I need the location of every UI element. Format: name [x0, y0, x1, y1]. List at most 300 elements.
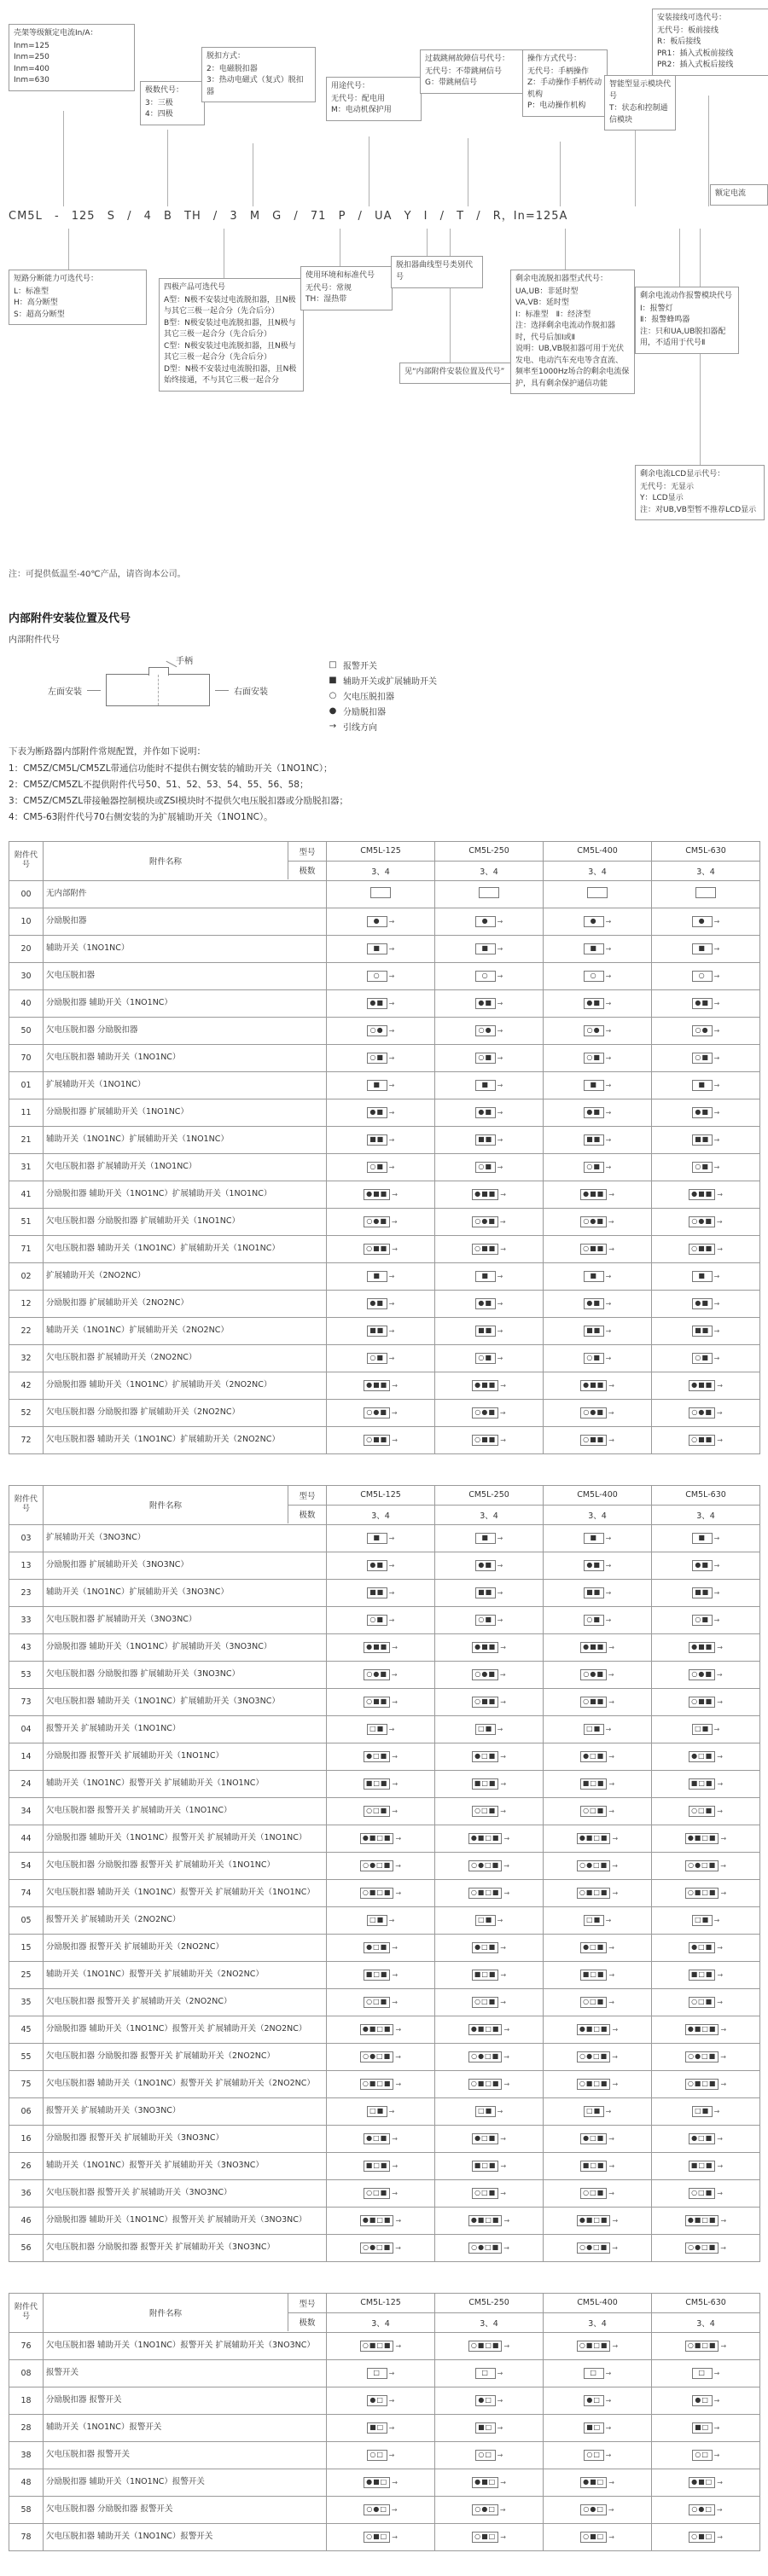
accessory-position-cell [327, 1879, 435, 1906]
lead-direction-icon: → [392, 1643, 398, 1651]
undervoltage-release-icon: ○ [329, 691, 337, 700]
lead-direction-icon: → [605, 2107, 612, 2115]
accessory-name: 欠电压脱扣器 扩展辅助开关（1NO1NC） [44, 1153, 327, 1181]
table-row [9, 1770, 760, 1797]
accessory-symbols: ■■ [584, 1134, 604, 1146]
table-row [9, 1934, 760, 1961]
accessory-symbols: ○□■ [472, 1997, 498, 2008]
accessory-position-cell [652, 989, 760, 1017]
accessory-name: 无内部附件 [44, 880, 327, 908]
accessory-position-cell [544, 2469, 652, 2496]
accessory-code: 52 [9, 1399, 44, 1426]
lead-direction-icon: → [497, 1135, 503, 1144]
table-row [9, 2207, 760, 2234]
lead-direction-icon: → [503, 2243, 509, 2252]
internal-accessory-section [0, 609, 768, 826]
accessory-symbols: ○●□■ [468, 2242, 502, 2254]
accessory-symbols [479, 887, 499, 898]
accessory-position-cell [435, 2097, 544, 2125]
accessory-symbols: ■□■ [580, 2161, 608, 2172]
accessory-position-cell [652, 962, 760, 989]
position-diagram [587, 887, 608, 898]
accessory-symbols: ○□■ [689, 2188, 715, 2199]
accessory-legend [328, 653, 437, 733]
accessory-symbols: ●■ [367, 998, 387, 1009]
position-diagram [580, 1806, 614, 1817]
table-row [9, 1988, 760, 2016]
accessory-symbols: ■□■ [580, 1778, 608, 1790]
accessory-position-cell [652, 1988, 760, 2016]
lead-direction-icon: → [497, 1725, 503, 1733]
lead-direction-icon: → [503, 2025, 510, 2034]
lead-direction-icon: → [717, 1190, 723, 1198]
position-diagram [364, 2133, 398, 2144]
accessory-position-cell [544, 880, 652, 908]
position-diagram [475, 2106, 503, 2117]
accessory-symbols: ●■□■ [685, 2215, 719, 2226]
position-diagram [689, 1380, 723, 1391]
box-line: P：电动操作机构 [527, 102, 586, 110]
accessory-symbols: ○■□■ [685, 1888, 719, 1899]
position-diagram [580, 1380, 614, 1391]
accessory-position-cell [327, 2016, 435, 2043]
lead-direction-icon: → [716, 1670, 723, 1679]
table-header-pole-values: 3、4 [327, 1505, 435, 1524]
accessory-code: 43 [9, 1633, 44, 1661]
position-diagram [685, 2215, 726, 2226]
accessory-symbols: ●■■ [472, 1380, 498, 1391]
accessory-position-cell [327, 1524, 435, 1552]
position-diagram [577, 2341, 618, 2352]
table-header-model: CM5L-125 [327, 841, 435, 861]
accessory-symbols: ○● [475, 1025, 496, 1036]
accessory-symbols: ●■■ [472, 1642, 498, 1653]
accessory-position-cell [435, 962, 544, 989]
accessory-position-cell [327, 1290, 435, 1317]
lead-direction-icon: → [717, 1752, 723, 1761]
sub-label: 内部附件代号 [9, 635, 60, 645]
accessory-symbols: ○■ [584, 1615, 604, 1626]
accessory-position-cell [327, 1262, 435, 1290]
lead-direction-icon: → [391, 2505, 398, 2514]
accessory-position-cell [435, 2496, 544, 2523]
accessory-symbols: ■ [367, 1080, 387, 1091]
position-diagram [584, 1134, 612, 1146]
aux-switch-icon: ■ [329, 676, 337, 685]
accessory-position-cell [544, 1017, 652, 1044]
position-diagram [475, 943, 503, 954]
position-diagram [367, 1271, 395, 1282]
accessory-position-cell [435, 1606, 544, 1633]
accessory-symbols: ○□ [367, 2450, 387, 2461]
accessory-position-cell [544, 1988, 652, 2016]
position-diagram [367, 1533, 395, 1544]
accessory-position-cell [435, 2152, 544, 2179]
position-diagram [689, 1751, 723, 1762]
accessory-symbols: ■ [692, 1271, 713, 1282]
accessory-symbols: ○ [367, 971, 387, 982]
accessory-position-cell [652, 1044, 760, 1071]
accessory-symbols: ○□ [692, 2450, 713, 2461]
accessory-position-cell [327, 1906, 435, 1934]
lead-direction-icon: → [392, 1190, 398, 1198]
lead-direction-icon: → [713, 1108, 720, 1117]
accessory-symbols: ○■□ [689, 2532, 715, 2543]
box-title: 安装接线可选代号： [657, 14, 727, 22]
accessory-symbols: ●■ [475, 1560, 496, 1571]
right-mount-label: 右面安装 [234, 687, 268, 697]
table-row [9, 1399, 760, 1426]
lead-direction-icon: → [497, 1326, 503, 1335]
lead-direction-icon: → [608, 1752, 614, 1761]
accessory-code: 71 [9, 1235, 44, 1262]
accessory-name: 欠电压脱扣器 分励脱扣器 扩展辅助开关（1NO1NC） [44, 1208, 327, 1235]
lead-direction-icon: → [392, 1779, 399, 1788]
position-diagram [472, 2532, 506, 2543]
accessory-symbols: ●■□■ [468, 2215, 503, 2226]
position-diagram [367, 1326, 395, 1337]
breaker-outline [106, 674, 210, 706]
accessory-position-cell [652, 1825, 760, 1852]
lead-direction-icon: → [392, 1697, 398, 1706]
accessory-symbols: ○●□■ [577, 2242, 610, 2254]
right-leader-line [215, 690, 229, 691]
lead-direction-icon: → [713, 1163, 720, 1171]
accessory-name: 扩展辅助开关（3NO3NC） [44, 1524, 327, 1552]
accessory-symbols: ●□ [475, 2395, 496, 2406]
lead-direction-icon: → [713, 972, 720, 980]
position-diagram [580, 1669, 614, 1680]
lead-direction-icon: → [497, 1561, 503, 1569]
accessory-position-cell [327, 1661, 435, 1688]
accessory-name: 分励脱扣器 [44, 908, 327, 935]
position-diagram [472, 1244, 506, 1255]
table-header-pole-values: 3、4 [544, 1505, 652, 1524]
accessory-name: 分励脱扣器 报警开关 扩展辅助开关（1NO1NC） [44, 1743, 327, 1770]
accessory-name: 辅助开关（1NO1NC） [44, 935, 327, 962]
accessory-name: 欠电压脱扣器 分励脱扣器 报警开关 扩展辅助开关（3NO3NC） [44, 2234, 327, 2261]
box-line: 说明：UB,VB脱扣器可用于光伏发电、电动汽车充电等含直流、频率至1000Hz场合的剩余电流保护，具有剩余保护通信功能 [515, 345, 630, 388]
table-row [9, 2179, 760, 2207]
position-diagram [367, 1587, 395, 1598]
box-line: C型：N极安装过电流脱扣器，且N极与其它三极一起合分（先合后分） [164, 341, 296, 362]
accessory-symbols: ○●□■ [360, 2242, 393, 2254]
model-pole-labels [288, 1486, 326, 1523]
accessory-position-cell [544, 1606, 652, 1633]
position-diagram [472, 1189, 506, 1200]
accessory-symbols: ●□■ [364, 1751, 390, 1762]
position-diagram [577, 2024, 618, 2035]
table-row [9, 1524, 760, 1552]
accessory-symbols: ○ [475, 971, 496, 982]
lead-direction-icon: → [713, 1534, 720, 1542]
left-leader-line [87, 690, 101, 691]
position-diagram [364, 1942, 398, 1953]
accessory-symbols: ○●□■ [685, 2051, 719, 2063]
accessory-name: 分励脱扣器 扩展辅助开关（3NO3NC） [44, 1552, 327, 1579]
accessory-symbols: ■■ [475, 1326, 496, 1337]
accessory-symbols: ●■■ [689, 1380, 715, 1391]
table-header-code: 附件代号 [9, 2293, 44, 2332]
lead-direction-icon: → [497, 1026, 503, 1035]
accessory-position-cell [652, 935, 760, 962]
position-diagram [580, 1697, 614, 1708]
position-diagram [468, 2341, 509, 2352]
accessory-symbols: ●■□■ [360, 2215, 394, 2226]
accessory-position-cell [435, 1988, 544, 2016]
accessory-symbols: ■□■ [472, 1778, 499, 1790]
accessory-position-cell [327, 1153, 435, 1181]
accessory-position-cell [544, 908, 652, 935]
accessory-position-cell [544, 2152, 652, 2179]
accessory-position-cell [544, 1071, 652, 1099]
accessory-symbols: ■■ [692, 1326, 713, 1337]
box-line: S：超高分断型 [14, 310, 65, 319]
accessory-position-cell [435, 1208, 544, 1235]
lead-direction-icon: → [388, 2423, 395, 2432]
code-box-breaking-capacity [9, 270, 147, 325]
accessory-name: 辅助开关（1NO1NC）扩展辅助开关（2NO2NC） [44, 1317, 327, 1344]
lead-direction-icon: → [497, 1163, 503, 1171]
position-diagram [364, 1642, 398, 1653]
position-diagram [360, 1888, 401, 1899]
accessory-symbols: ■ [367, 943, 387, 954]
section-title: 内部附件安装位置及代号 [9, 612, 131, 625]
accessory-position-cell [544, 1372, 652, 1399]
lead-direction-icon: → [608, 1643, 614, 1651]
accessory-symbols: ○■■ [472, 1435, 498, 1446]
accessory-name: 欠电压脱扣器 辅助开关（1NO1NC）报警开关 扩展辅助开关（3NO3NC） [44, 2332, 327, 2359]
accessory-position-cell [544, 1208, 652, 1235]
code-box-wiring [652, 9, 768, 76]
accessory-code: 01 [9, 1071, 44, 1099]
accessory-symbols: ○●□ [472, 2504, 498, 2515]
accessory-position-cell [544, 1524, 652, 1552]
lead-direction-icon: → [388, 1561, 395, 1569]
note-line: 4：CM5-63附件代号70右侧安装的为扩展辅助开关（1NO1NC）。 [9, 811, 273, 822]
accessory-position-cell [544, 2387, 652, 2414]
position-diagram [367, 1353, 395, 1364]
table-header-pole-values: 3、4 [327, 2312, 435, 2332]
position-diagram [364, 1806, 398, 1817]
accessory-symbols: ○■■ [580, 1244, 607, 1255]
table-row [9, 1317, 760, 1344]
lead-direction-icon: → [717, 1643, 723, 1651]
accessory-symbols: ○●□■ [685, 2242, 719, 2254]
accessory-symbols: ■□ [475, 2422, 496, 2434]
lead-direction-icon: → [717, 1970, 724, 1979]
position-diagram [475, 971, 503, 982]
position-diagram [475, 1107, 503, 1118]
accessory-position-cell [544, 1290, 652, 1317]
accessory-position-cell [435, 1688, 544, 1715]
table-row [9, 935, 760, 962]
lead-direction-icon: → [497, 1588, 503, 1597]
table-row [9, 2387, 760, 2414]
position-diagram [475, 1053, 503, 1064]
accessory-symbols: ○□■ [364, 2188, 390, 2199]
lead-direction-icon: → [605, 1561, 612, 1569]
model-rated-current: ，In=125A [501, 210, 568, 223]
lead-direction-icon: → [392, 2532, 398, 2541]
handle-nub [148, 667, 169, 676]
position-diagram [692, 1353, 720, 1364]
lead-direction-icon: → [720, 1888, 727, 1897]
code-box-poles [140, 81, 205, 125]
lead-direction-icon: → [716, 2505, 723, 2514]
lead-direction-icon: → [388, 2396, 395, 2405]
table-header-model: CM5L-630 [652, 2293, 760, 2312]
lead-direction-icon: → [717, 2478, 723, 2486]
accessory-position-cell [435, 1906, 544, 1934]
position-diagram [475, 2422, 503, 2434]
position-diagram [692, 1271, 720, 1282]
note-line: 1：CM5Z/CM5L/CM5ZL带通信功能时不提供右侧安装的辅助开关（1NO1NC）； [9, 763, 333, 774]
accessory-position-cell [652, 2125, 760, 2152]
box-line: A型：N极不安装过电流脱扣器，且N极与其它三极一起合分（先合后分） [164, 295, 296, 316]
accessory-position-cell [544, 1770, 652, 1797]
accessory-position-cell [652, 1688, 760, 1715]
accessory-position-cell [327, 2496, 435, 2523]
table-header-pole-values: 3、4 [435, 861, 544, 880]
position-diagram [584, 998, 612, 1009]
accessory-code: 38 [9, 2441, 44, 2469]
position-diagram [472, 1806, 506, 1817]
position-diagram [584, 1353, 612, 1364]
position-diagram [475, 1025, 503, 1036]
accessory-position-cell [435, 1181, 544, 1208]
position-diagram [584, 1724, 612, 1735]
model-code: CM5L - 125 S / 4 B TH / 3 M G / 71 P / UA Y I / T / R [9, 210, 502, 223]
lead-direction-icon: → [503, 1861, 509, 1870]
accessory-position-cell [435, 908, 544, 935]
table-intro: 下表为断路器内部附件常规配置，并作如下说明： [9, 746, 206, 757]
position-diagram [468, 2079, 509, 2090]
accessory-position-cell [435, 1770, 544, 1797]
box-title: 短路分断能力可选代号： [14, 275, 99, 283]
lead-direction-icon: → [608, 1943, 614, 1952]
code-box-rated-current [710, 184, 768, 206]
accessory-symbols: ■■ [475, 1134, 496, 1146]
lead-direction-icon: → [713, 1026, 720, 1035]
code-box-see-internal [399, 363, 512, 384]
accessory-position-cell [652, 2043, 760, 2070]
accessory-name: 报警开关 扩展辅助开关（2NO2NC） [44, 1906, 327, 1934]
accessory-name: 报警开关 扩展辅助开关（3NO3NC） [44, 2097, 327, 2125]
accessory-position-cell [435, 1825, 544, 1852]
accessory-symbols: ○□■ [472, 1806, 498, 1817]
lead-direction-icon: → [720, 1834, 727, 1842]
accessory-symbols: □ [475, 2368, 496, 2379]
box-line: 无代号：板前接线 [657, 26, 719, 35]
accessory-position-cell [435, 2469, 544, 2496]
accessory-symbols: ○●□■ [360, 2051, 393, 2063]
lead-direction-icon: → [608, 1217, 614, 1226]
accessory-name: 分励脱扣器 报警开关 扩展辅助开关（3NO3NC） [44, 2125, 327, 2152]
accessory-position-cell [435, 2125, 544, 2152]
accessory-symbols: ○■ [584, 1053, 604, 1064]
lead-direction-icon: → [500, 1807, 506, 1815]
accessory-position-cell [435, 1099, 544, 1126]
accessory-position-cell [652, 1934, 760, 1961]
lead-direction-icon: → [500, 1436, 506, 1444]
position-diagram [475, 998, 503, 1009]
accessory-position-cell [652, 2070, 760, 2097]
accessory-position-cell [435, 1633, 544, 1661]
lead-direction-icon: → [395, 2341, 402, 2350]
position-diagram [360, 2341, 401, 2352]
position-diagram [584, 2368, 612, 2379]
accessory-symbols: ●■□ [472, 2477, 498, 2488]
accessory-name: 欠电压脱扣器 分励脱扣器 扩展辅助开关（2NO2NC） [44, 1399, 327, 1426]
accessory-position-cell [652, 1906, 760, 1934]
accessory-position-cell [327, 1606, 435, 1633]
accessory-position-cell [652, 2387, 760, 2414]
lead-direction-icon: → [713, 2423, 720, 2432]
position-diagram [689, 2532, 723, 2543]
connector-line [565, 229, 566, 270]
accessory-symbols: ●■□ [364, 2477, 390, 2488]
position-diagram [364, 2532, 398, 2543]
accessory-symbols: ○●■ [689, 1216, 715, 1227]
accessory-position-cell [652, 2332, 760, 2359]
accessory-position-cell [327, 1426, 435, 1453]
accessory-code: 34 [9, 1797, 44, 1825]
box-line: 3：三极 [145, 98, 173, 107]
pole-row-label: 极数 [299, 1511, 316, 1521]
accessory-code: 53 [9, 1661, 44, 1688]
position-diagram [475, 1915, 503, 1926]
accessory-code: 74 [9, 1879, 44, 1906]
accessory-position-cell [652, 2441, 760, 2469]
accessory-symbols: ●□■ [472, 1751, 498, 1762]
accessory-position-cell [327, 1208, 435, 1235]
position-diagram [364, 1407, 397, 1419]
position-diagram [364, 2188, 398, 2199]
lead-direction-icon: → [608, 2189, 614, 2197]
lead-direction-icon: → [388, 2107, 395, 2115]
position-diagram [580, 2477, 614, 2488]
lead-direction-icon: → [392, 1244, 398, 1253]
accessory-code: 14 [9, 1743, 44, 1770]
table-header-pole-values: 3、4 [652, 861, 760, 880]
box-title: 脱扣方式： [207, 52, 246, 61]
table-row [9, 1715, 760, 1743]
table-row [9, 2016, 760, 2043]
accessory-symbols: ●■■ [364, 1189, 390, 1200]
accessory-position-cell [652, 908, 760, 935]
lead-direction-icon: → [612, 2080, 619, 2088]
table-row [9, 1208, 760, 1235]
position-diagram [580, 2133, 614, 2144]
accessory-symbols: ○■■ [472, 1244, 498, 1255]
accessory-code: 21 [9, 1126, 44, 1153]
lead-direction-icon: → [612, 1861, 618, 1870]
note-line: 3：CM5Z/CM5ZL带接触器控制模块或ZSI模块时不提供欠电压脱扣器或分励脱扣器； [9, 795, 349, 806]
accessory-symbols: ○■□■ [360, 2341, 394, 2352]
accessory-symbols [695, 887, 716, 898]
table-header-model: CM5L-630 [652, 1485, 760, 1505]
lead-direction-icon: → [395, 2025, 402, 2034]
accessory-position-cell [652, 1852, 760, 1879]
accessory-symbols: ○■□■ [577, 2341, 611, 2352]
position-diagram [689, 1642, 723, 1653]
lead-direction-icon: → [713, 1588, 720, 1597]
accessory-symbols: □■ [367, 2106, 387, 2117]
accessory-symbols: ● [475, 916, 496, 927]
box-line: 无代号：常规 [305, 283, 352, 293]
lead-direction-icon: → [612, 2052, 618, 2061]
